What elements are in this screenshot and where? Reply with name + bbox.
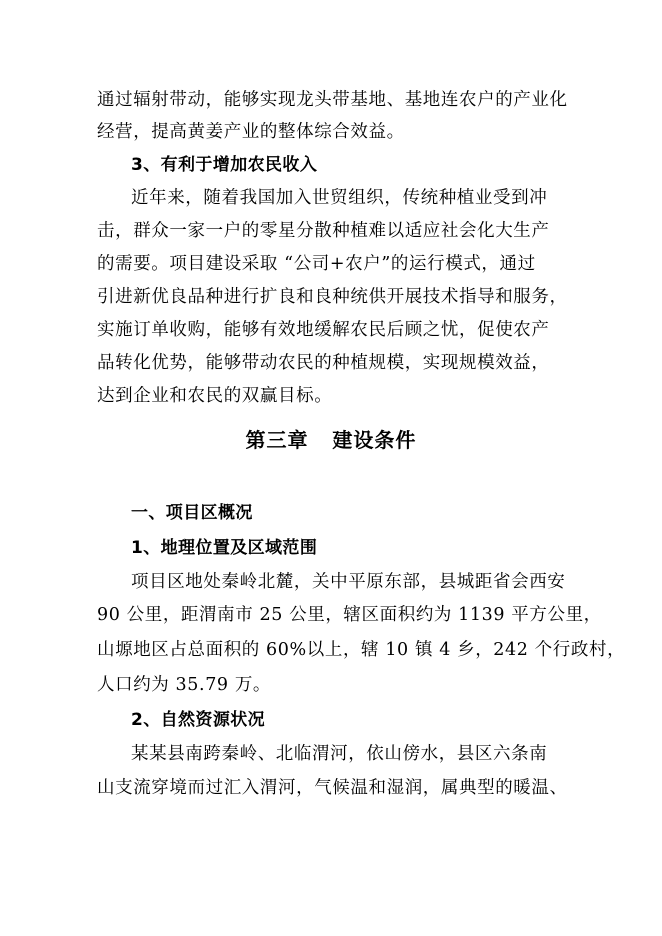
paragraph-line: 实施订单收购，能够有效地缓解农民后顾之忧，促使农产	[97, 320, 550, 340]
paragraph-line: 山支流穿境而过汇入渭河，气候温和湿润，属典型的暖温、	[97, 778, 568, 798]
subheading-1: 1、地理位置及区域范围	[131, 538, 318, 558]
paragraph-line: 击，群众一家一户的零星分散种植难以适应社会化大生产	[97, 221, 550, 241]
paragraph-line: 山塬地区占总面积的 60%以上，辖 10 镇 4 乡，242 个行政村，	[97, 640, 626, 660]
chapter-title: 第三章 建设条件	[245, 428, 417, 452]
paragraph-line: 某某县南跨秦岭、北临渭河，依山傍水，县区六条南	[131, 744, 548, 764]
paragraph-line: 引进新优良品种进行扩良和良种统供开展技术指导和服务，	[97, 287, 568, 307]
paragraph-line: 项目区地处秦岭北麓，关中平原东部，县城距省会西安	[131, 572, 566, 592]
paragraph-line: 经营，提高黄姜产业的整体综合效益。	[97, 122, 405, 142]
paragraph-line: 通过辐射带动，能够实现龙头带基地、基地连农户的产业化	[97, 90, 568, 110]
paragraph-line: 品转化优势，能够带动农民的种植规模，实现规模效益，	[97, 353, 550, 373]
paragraph-line: 的需要。项目建设采取 “公司+农户”的运行模式，通过	[97, 254, 536, 274]
subheading-2: 2、自然资源状况	[131, 710, 266, 730]
section-heading: 一、项目区概况	[131, 503, 253, 523]
paragraph-line: 90 公里，距渭南市 25 公里，辖区面积约为 1139 平方公里，	[97, 605, 602, 625]
subheading-3: 3、有利于增加农民收入	[131, 155, 318, 175]
paragraph-line: 人口约为 35.79 万。	[97, 675, 272, 695]
paragraph-line: 达到企业和农民的双赢目标。	[97, 386, 333, 406]
paragraph-line: 近年来，随着我国加入世贸组织，传统种植业受到冲	[131, 188, 548, 208]
